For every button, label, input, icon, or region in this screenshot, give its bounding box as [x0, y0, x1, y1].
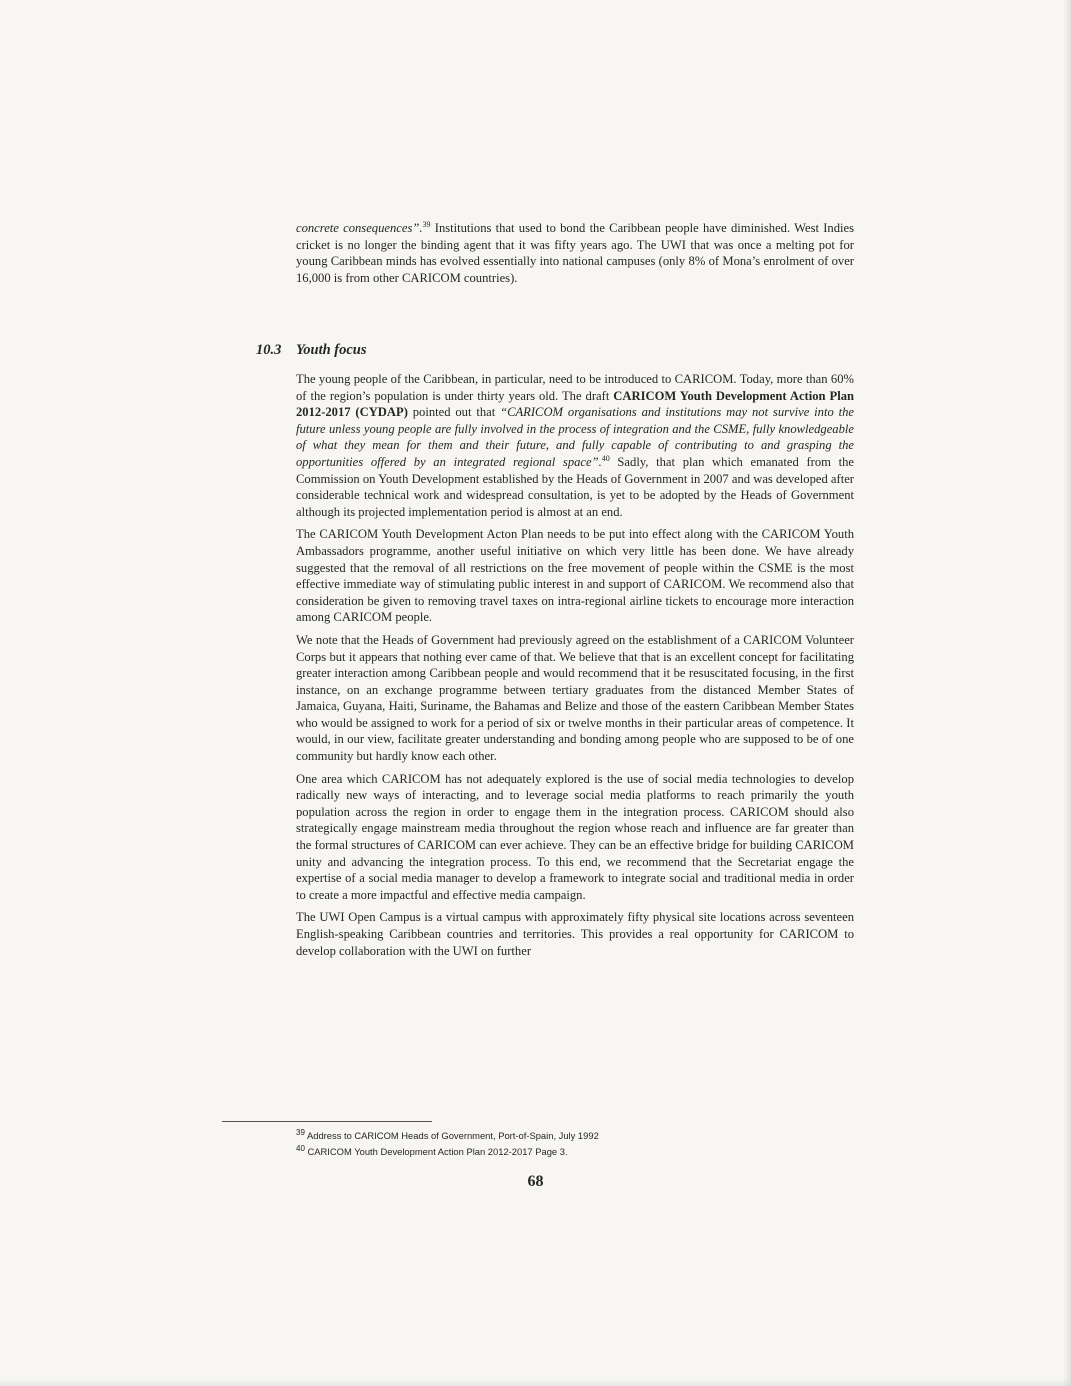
section-heading: [256, 342, 367, 359]
section-number: 10.3: [256, 342, 282, 358]
cydap-title: CARICOM Youth Development Action Plan 2012-2017 (CYDAP): [296, 388, 854, 420]
page-number: 68: [527, 1173, 544, 1190]
section-body: [296, 371, 854, 965]
intro-paragraph: [296, 220, 854, 292]
section-title: Youth focus: [296, 342, 367, 358]
paragraph-2: The CARICOM Youth Development Acton Plan needs to be put into effect along with the CARICOM Youth Ambassadors programme, another useful initiative on which very little has been done. We have already suggested that the removal of all restrictions on the free movement of people within the CSME is the most effective immediate way of stimulating public interest in and support of CARICOM. We recommend also that consideration be given to removing travel taxes on intra-regional airline tickets to encourage more interaction among CARICOM people.: [296, 527, 854, 625]
cydap-quote: “CARICOM organisations and institutions may not survive into the future unless young people are fully involved in the process of integration and the CSME, fully knowledgeable of what they mean for them and their future, and fully capable of contributing to and grasping the opportunities offered by an integrated regional space”.: [296, 405, 854, 469]
scan-bottom-shadow: [0, 1378, 1071, 1386]
footnote-ref-40[interactable]: 40: [601, 453, 610, 463]
footnote-divider: [222, 1121, 432, 1122]
paragraph-3: We note that the Heads of Government had previously agreed on the establishment of a CARICOM Volunteer Corps but it appears that nothing ever came of that. We believe that that is an excellent concept for facilitating greater interaction among Caribbean people and would recommend that it be resuscitated focusing, in the first instance, on an exchange programme between tertiary graduates from the distanced Member States of Jamaica, Guyana, Haiti, Suriname, the Bahamas and Belize and those of the eastern Caribbean Member States who would be assigned to work for a period of six or twelve months in their particular areas of competence. It would, in our view, facilitate greater understanding and bonding among people who are supposed to be of one community but hardly know each other.: [296, 632, 854, 764]
footnote-ref-39[interactable]: 39: [422, 219, 431, 229]
intro-italic-lead: concrete consequences”.: [296, 221, 423, 235]
footnote-40: $^{40}$ CARICOM Youth Development Action Plan 2012-2017 Page 3.: [296, 1143, 568, 1157]
footnote-39: $^{39}$ Address to CARICOM Heads of Government, Port-of-Spain, July 1992: [296, 1127, 599, 1141]
footnotes: [296, 1128, 599, 1160]
paragraph-5: The UWI Open Campus is a virtual campus with approximately fifty physical site locations across seventeen English-speaking Caribbean countries and territories. This provides a real opportunity for CARICOM to develop collaboration with the UWI on further: [296, 910, 854, 958]
scan-edge-shadow: [1063, 0, 1071, 1386]
paragraph-4: One area which CARICOM has not adequately explored is the use of social media technologies to develop radically new ways of interacting, and to leverage social media platforms to reach primarily the youth population across the region in order to engage them in the integration process. CARICOM should also strategically engage mainstream media throughout the region whose reach and influence are far greater than the formal structures of CARICOM can ever achieve. They can be an effective bridge for building CARICOM unity and advancing the integration process. To this end, we recommend that the Secretariat engage the expertise of a social media manager to develop a framework to integrate social and traditional media in order to create a more impactful and effective media campaign.: [296, 771, 854, 902]
intro-text: Institutions that used to bond the Caribbean people have diminished. West Indies cricket is no longer the binding agent that it was fifty years ago. The UWI that was once a melting pot for young Caribbean minds has evolved essentially into national campuses (only 8% of Mona’s enrolment of over 16,000 is from other CARICOM countries).: [296, 221, 854, 285]
paragraph-1: The young people of the Caribbean, in particular, need to be introduced to CARICOM. Today, more than 60% of the region’s population is under thirty years old. The draft CARICOM Youth Development Action Plan 2012-2017 (CYDAP) pointed out that “CARICOM organisations and institutions may not survive into the future unless young people are fully involved in the process of integration and the CSME, fully knowledgeable of what they mean for them and their future, and fully capable of contributing to and grasping the opportunities offered by an integrated regional space”.$^{40}$ Sadly, that plan which emanated from the Commission on Youth Development established by the Heads of Government in 2007 and was developed after considerable technical work and widespread consultation, is yet to be adopted by the Heads of Government although its projected implementation period is almost at an end.: [296, 372, 854, 519]
